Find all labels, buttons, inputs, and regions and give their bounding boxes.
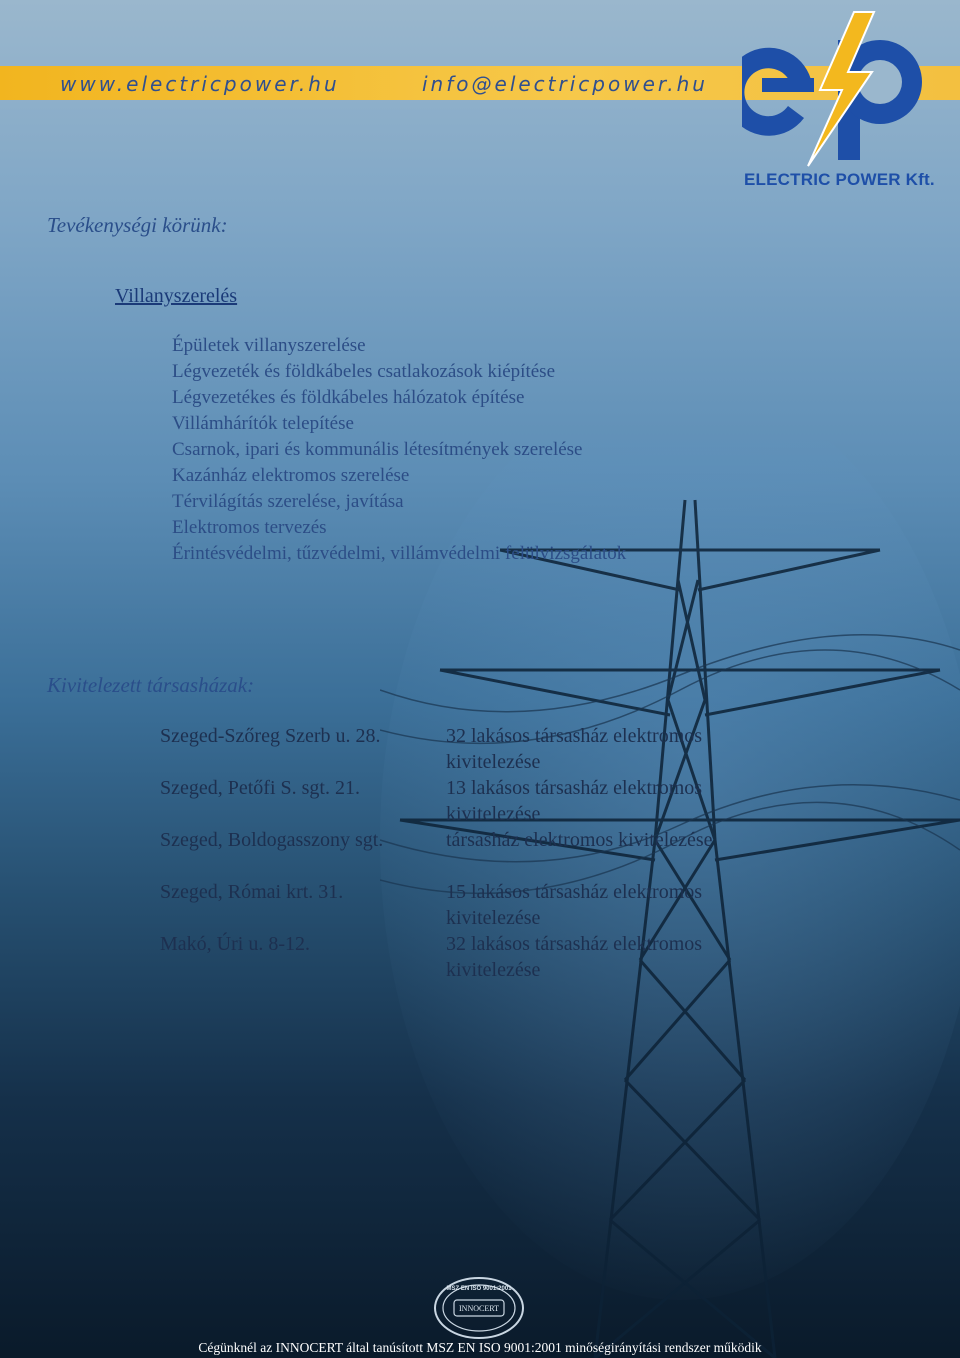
website-link[interactable]: www.electricpower.hu: [60, 72, 340, 96]
activities-heading: Tevékenységi körünk:: [47, 213, 228, 237]
innocert-seal-icon: [432, 1276, 526, 1340]
project-address: Szeged-Szőreg Szerb u. 28.: [160, 725, 381, 747]
activity-category: Villanyszerelés: [115, 285, 238, 307]
svg-text:MSZ EN ISO 9001:2001: MSZ EN ISO 9001:2001: [446, 1286, 512, 1292]
project-address: Szeged, Római krt. 31.: [160, 881, 344, 903]
project-description: 32 lakásos társasház elektromos kivitelezése: [446, 725, 703, 773]
list-item: Csarnok, ipari és kommunális létesítmények szerelése: [172, 439, 583, 460]
list-item: Légvezeték és földkábeles csatlakozások kiépítése: [172, 361, 555, 382]
list-item: Térvilágítás szerelése, javítása: [172, 491, 404, 512]
projects-heading: Kivitelezett társasházak:: [47, 673, 255, 697]
project-description: 15 lakásos társasház elektromos kivitelezése: [446, 881, 703, 929]
project-address: Makó, Úri u. 8-12.: [160, 933, 310, 955]
project-description: társasház elektromos kivitelezése: [446, 829, 713, 851]
list-item: Légvezetékes és földkábeles hálózatok építése: [172, 387, 525, 408]
company-logo: [742, 6, 932, 192]
project-address: Szeged, Petőfi S. sgt. 21.: [160, 777, 360, 799]
certification-footer: Cégünknél az INNOCERT által tanúsított MSZ EN ISO 9001:2001 minőségirányítási rendszer működik: [198, 1340, 762, 1355]
project-address: Szeged, Boldogasszony sgt.: [160, 829, 384, 851]
activity-list: [172, 333, 626, 567]
logo-caption: ELECTRIC POWER Kft.: [744, 170, 935, 189]
svg-text:INNOCERT: INNOCERT: [459, 1304, 499, 1313]
project-description: 13 lakásos társasház elektromos kivitelezése: [446, 777, 703, 825]
list-item: Villámhárítók telepítése: [172, 413, 354, 434]
list-item: Elektromos tervezés: [172, 517, 327, 538]
list-item: Épületek villanyszerelése: [172, 335, 366, 356]
project-description: 32 lakásos társasház elektromos kivitelezése: [446, 933, 703, 981]
list-item: Érintésvédelmi, tűzvédelmi, villámvédelmi felülvizsgálatok: [172, 543, 627, 564]
email-link[interactable]: info@electricpower.hu: [422, 72, 708, 96]
list-item: Kazánház elektromos szerelése: [172, 465, 410, 486]
